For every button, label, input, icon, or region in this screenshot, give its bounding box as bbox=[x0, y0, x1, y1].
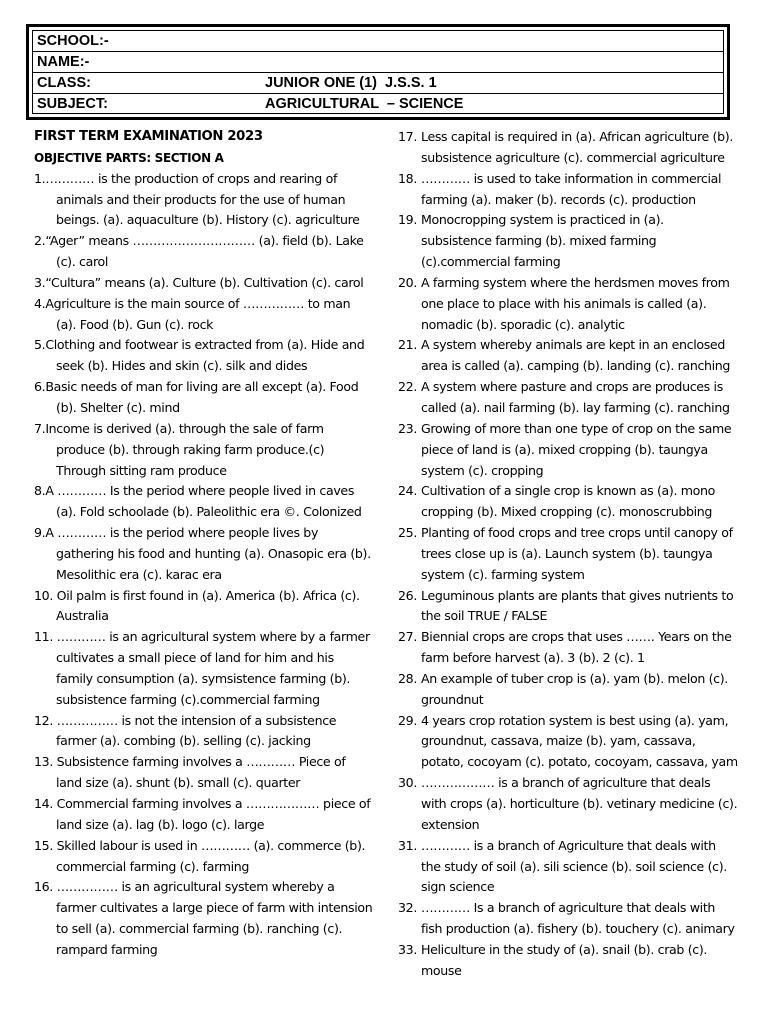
school-label: SCHOOL:- bbox=[37, 33, 109, 49]
question-item bbox=[398, 419, 738, 482]
header-box bbox=[26, 24, 730, 120]
question-item: 6.Basic needs of man for living are all except (a). Food (b). Shelter (c). mind bbox=[34, 379, 359, 415]
question-text: A system where pasture and crops are produces is called (a). nail farming (b). lay farming (c). ranching bbox=[421, 379, 730, 415]
name-label: NAME:- bbox=[37, 54, 90, 70]
question-number: 22. bbox=[398, 379, 417, 395]
question-item: 4.Agriculture is the main source of …………… to man (a). Food (b). Gun (c). rock bbox=[34, 295, 351, 332]
section-title: OBJECTIVE PARTS: SECTION A bbox=[34, 150, 224, 165]
question-number: 23. bbox=[398, 420, 417, 436]
subject-label: SUBJECT: bbox=[37, 96, 108, 112]
class-label: CLASS: bbox=[37, 75, 91, 91]
header-row-subject bbox=[33, 94, 723, 115]
question-text: A system whereby animals are kept in an enclosed area is called (a). camping (b). landing (c). ranching bbox=[421, 337, 731, 374]
question-item: 8.A ………… Is the period where people lived in caves (a). Fold schoolade (b). Paleolithic era ©. Colonized bbox=[34, 483, 362, 520]
question-item: 3.“Cultura” means (a). Culture (b). Cultivation (c). carol bbox=[34, 274, 364, 290]
question-text: Cultivation of a single crop is known as (a). mono cropping (b). Mixed cropping (c). monoscrubbing bbox=[421, 483, 716, 520]
header-table bbox=[32, 30, 724, 114]
question-item: 13. Subsistence farming involves a ………… Piece of land size (a). shunt (b). small (c). quarter bbox=[34, 754, 346, 791]
left-question-list bbox=[34, 169, 374, 961]
question-text: ………… is a branch of Agriculture that deals with the study of soil (a). sili science (b). soil science (c). sign science bbox=[421, 837, 727, 895]
question-number: 33. bbox=[398, 941, 417, 957]
question-item bbox=[398, 335, 738, 377]
question-item bbox=[398, 836, 738, 899]
right-question-list bbox=[398, 127, 738, 982]
question-text: ………… is used to take information in commercial farming (a). maker (b). records (c). production bbox=[421, 170, 722, 207]
question-item: 12. …………… is not the intension of a subsistence farmer (a). combing (b). selling (c). jacking bbox=[34, 712, 337, 749]
question-item bbox=[398, 627, 738, 669]
question-item: 5.Clothing and footwear is extracted from (a). Hide and seek (b). Hides and skin (c). silk and dides bbox=[34, 337, 365, 374]
question-number: 17. bbox=[398, 129, 417, 144]
question-item bbox=[398, 773, 738, 836]
question-text: Monocropping system is practiced in (a). subsistence farming (b). mixed farming (c).commercial farming bbox=[421, 212, 664, 270]
question-text: ………… Is a branch of agriculture that deals with fish production (a). fishery (b). touchery (c). animary bbox=[421, 900, 735, 937]
question-item bbox=[398, 711, 738, 774]
question-text: Heliculture in the study of (a). snail (b). crab (c). mouse bbox=[421, 941, 708, 978]
question-item bbox=[398, 210, 738, 273]
question-number: 30. bbox=[398, 775, 417, 791]
question-number: 27. bbox=[398, 629, 417, 645]
question-item: 7.Income is derived (a). through the sale of farm produce (b). through raking farm produce.(c) Through sitting ram produce bbox=[34, 420, 325, 478]
subject-value: AGRICULTURAL – SCIENCE bbox=[265, 96, 464, 112]
question-item bbox=[398, 169, 738, 211]
right-column bbox=[398, 127, 738, 982]
question-item bbox=[398, 669, 738, 711]
question-number: 24. bbox=[398, 483, 417, 499]
question-item: 2.“Ager” means ………………………… (a). field (b). Lake (c). carol bbox=[34, 233, 364, 270]
question-item bbox=[398, 127, 738, 169]
question-number: 29. bbox=[398, 712, 417, 728]
question-text: Growing of more than one type of crop on the same piece of land is (a). mixed cropping (b). taungya system (c). cropping bbox=[421, 420, 732, 478]
question-item: 1.………… is the production of crops and rearing of animals and their products for the use of human beings. (a). aquaculture (b). History (c). agriculture bbox=[34, 170, 360, 228]
question-item: 10. Oil palm is first found in (a). America (b). Africa (c). Australia bbox=[34, 587, 360, 624]
header-row-name bbox=[33, 52, 723, 73]
header-row-school bbox=[33, 31, 723, 52]
question-item bbox=[398, 377, 738, 419]
question-number: 19. bbox=[398, 212, 417, 228]
question-item: 16. …………… is an agricultural system whereby a farmer cultivates a large piece of farm with intension to sell (a). commercial farming (b). ranching (c). rampard farming bbox=[34, 879, 373, 957]
question-number: 32. bbox=[398, 900, 417, 916]
question-text: An example of tuber crop is (a). yam (b). melon (c). groundnut bbox=[421, 670, 728, 707]
question-item bbox=[398, 898, 738, 940]
question-item: 15. Skilled labour is used in ………… (a). commerce (b). commercial farming (c). farming bbox=[34, 837, 366, 874]
question-number: 28. bbox=[398, 670, 417, 686]
question-item: 14. Commercial farming involves a ……………… piece of land size (a). lag (b). logo (c). large bbox=[34, 796, 371, 832]
left-column bbox=[34, 127, 374, 961]
question-text: A farming system where the herdsmen moves from one place to place with his animals is called (a). nomadic (b). sporadic (c). analytic bbox=[421, 274, 730, 332]
question-item bbox=[398, 523, 738, 586]
question-text: 4 years crop rotation system is best using (a). yam, groundnut, cassava, maize (b). yam, cassava, potato, cocoyam (c). potato, cocoyam, cassava, yam bbox=[421, 712, 738, 770]
question-text: Leguminous plants are plants that gives nutrients to the soil TRUE / FALSE bbox=[421, 587, 734, 624]
header-row-class bbox=[33, 73, 723, 94]
question-text: ……………… is a branch of agriculture that deals with crops (a). horticulture (b). vetinary medicine (c). extension bbox=[421, 775, 738, 832]
question-text: Planting of food crops and tree crops until canopy of trees close up is (a). Launch system (b). taungya system (c). farming system bbox=[421, 525, 733, 582]
question-text: Less capital is required in (a). African agriculture (b). subsistence agriculture (c). commercial agriculture bbox=[421, 129, 733, 165]
question-number: 21. bbox=[398, 337, 417, 353]
question-item bbox=[398, 586, 738, 628]
question-number: 25. bbox=[398, 525, 417, 541]
question-number: 20. bbox=[398, 274, 417, 290]
question-item: 9.A ………… is the period where people lives by gathering his food and hunting (a). Onasopic era (b). Mesolithic era (c). karac era bbox=[34, 525, 371, 582]
question-item bbox=[398, 940, 738, 982]
question-item bbox=[398, 273, 738, 336]
question-number: 18. bbox=[398, 170, 417, 186]
question-item: 11. ………… is an agricultural system where by a farmer cultivates a small piece of land for him and his family consumption (a). symsistence farming (b). subsistence farming (c).commercial farming bbox=[34, 629, 370, 707]
question-text: Biennial crops are crops that uses ……. Years on the farm before harvest (a). 3 (b). 2 (c). 1 bbox=[421, 629, 732, 666]
exam-title: FIRST TERM EXAMINATION 2023 bbox=[34, 129, 263, 144]
class-value: JUNIOR ONE (1) J.S.S. 1 bbox=[265, 75, 437, 91]
question-number: 31. bbox=[398, 837, 417, 853]
question-item bbox=[398, 481, 738, 523]
question-number: 26. bbox=[398, 587, 417, 603]
